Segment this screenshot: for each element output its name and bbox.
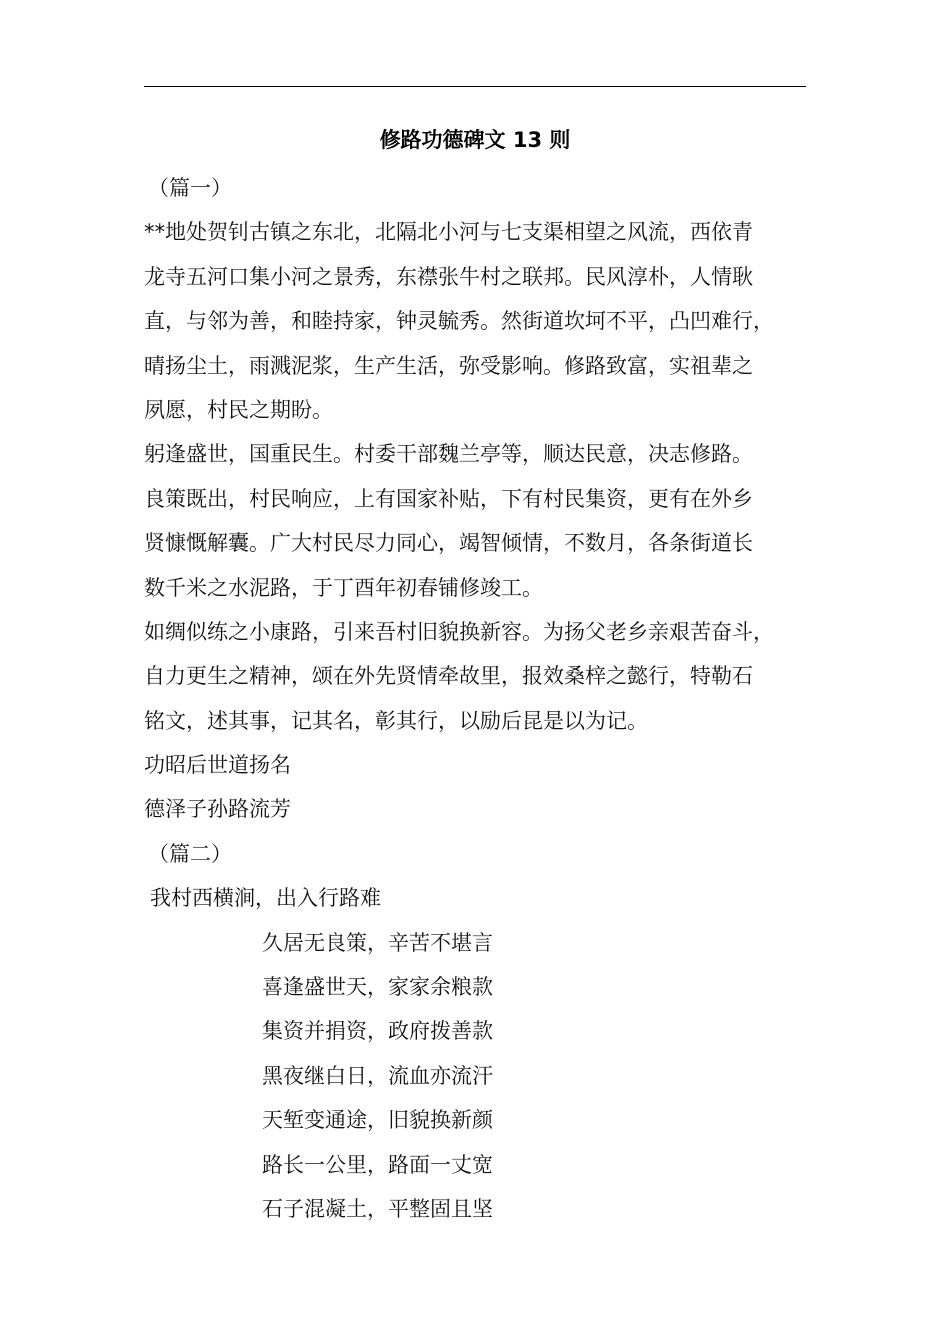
paragraph-line: 数千米之水泥路，于丁酉年初春铺修竣工。 xyxy=(144,575,543,600)
poem-line: 集资并捐资，政府拨善款 xyxy=(262,1019,493,1044)
poem-line: 黑夜继白日，流血亦流汗 xyxy=(262,1063,493,1088)
paragraph-line: 自力更生之精神，颂在外先贤情牵故里，报效桑梓之懿行，特勒石 xyxy=(144,664,753,689)
paragraph-line: 铭文，述其事，记其名，彰其行，以励后昆是以为记。 xyxy=(144,708,648,733)
paragraph-line: **地处贺钊古镇之东北，北隔北小河与七支渠相望之风流，西依青 xyxy=(144,220,753,245)
document-body xyxy=(144,166,814,1231)
paragraph-line: 如绸似练之小康路，引来吾村旧貌换新容。为扬父老乡亲艰苦奋斗， xyxy=(144,619,774,644)
header-rule xyxy=(144,86,806,87)
document-title: 修路功德碑文 13 则 xyxy=(379,128,571,152)
paragraph-line: 直，与邻为善，和睦持家，钟灵毓秀。然街道坎坷不平，凸凹难行， xyxy=(144,309,774,334)
poem-line: 久居无良策，辛苦不堪言 xyxy=(262,930,493,955)
paragraph-line: 晴扬尘土，雨溅泥浆，生产生活，弥受影响。修路致富，实祖辈之 xyxy=(144,353,753,378)
paragraph-line: 躬逢盛世，国重民生。村委干部魏兰亭等，顺达民意，决志修路。 xyxy=(144,442,753,467)
poem-line: 石子混凝土，平整固且坚 xyxy=(262,1196,493,1221)
paragraph-line: 龙寺五河口集小河之景秀，东襟张牛村之联邦。民风淳朴，人情耿 xyxy=(144,264,753,289)
paragraph-line: 良策既出，村民响应，上有国家补贴，下有村民集资，更有在外乡 xyxy=(144,486,753,511)
section-heading-2: （篇二） xyxy=(148,841,232,866)
poem-line: 喜逢盛世天，家家余粮款 xyxy=(262,975,493,1000)
paragraph-line: 夙愿，村民之期盼。 xyxy=(144,397,333,422)
couplet-line: 功昭后世道扬名 xyxy=(144,753,291,778)
section-heading-1: （篇一） xyxy=(148,176,232,200)
couplet-line: 德泽子孙路流芳 xyxy=(144,797,291,822)
poem-line: 路长一公里，路面一丈宽 xyxy=(262,1152,493,1177)
poem-line: 天堑变通途，旧貌换新颜 xyxy=(262,1108,493,1133)
paragraph-line: 贤慷慨解囊。广大村民尽力同心，竭智倾情，不数月，各条街道长 xyxy=(144,531,753,556)
poem-first-line: 我村西横涧，出入行路难 xyxy=(150,886,381,911)
